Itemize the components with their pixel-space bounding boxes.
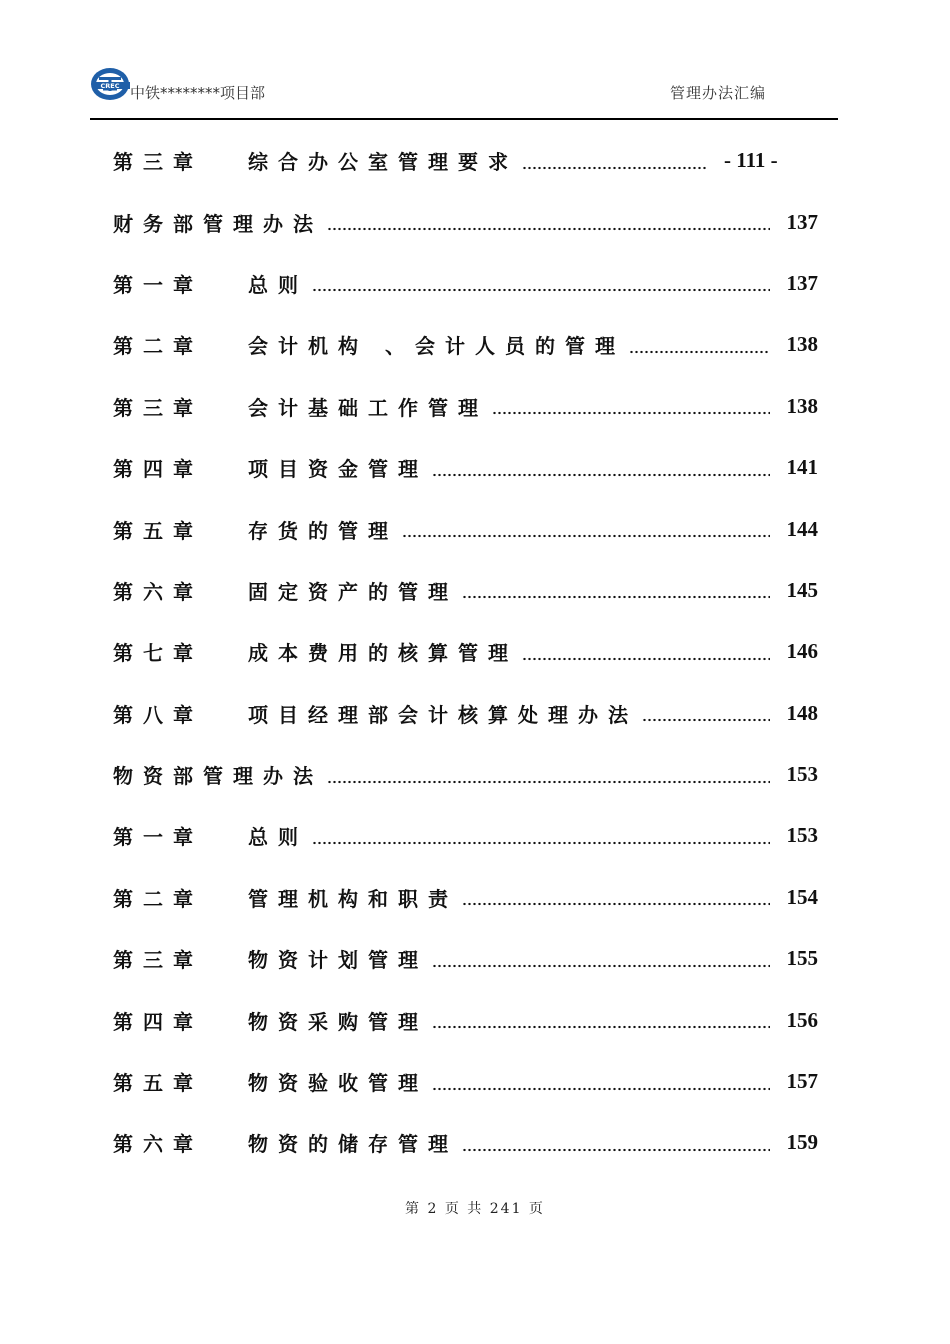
toc-entry-title: 物资部管理办法 xyxy=(113,764,323,789)
toc-entry-title: 综合办公室管理要求 xyxy=(248,150,518,175)
toc-page-number: 137 xyxy=(786,209,818,234)
dot-leader xyxy=(462,1133,770,1153)
toc-entry-title: 成本费用的核算管理 xyxy=(248,641,518,666)
toc-chapter-number: 第四章 xyxy=(113,457,203,482)
toc-entry[interactable] xyxy=(113,314,818,375)
toc-page-number: 153 xyxy=(786,762,818,787)
toc-entry[interactable] xyxy=(113,437,818,498)
toc-page-number: - 111 - xyxy=(724,148,778,173)
toc-entry[interactable] xyxy=(113,1051,818,1112)
dot-leader xyxy=(432,458,770,478)
toc-entry[interactable] xyxy=(113,253,818,314)
toc-page-number: 159 xyxy=(786,1130,818,1155)
dot-leader xyxy=(492,396,770,416)
dot-leader xyxy=(462,580,770,600)
toc-page-number: 146 xyxy=(786,639,818,664)
toc-chapter-number: 第三章 xyxy=(113,150,203,175)
toc-chapter-number: 第六章 xyxy=(113,579,203,604)
dot-leader xyxy=(432,1010,770,1030)
dot-leader xyxy=(522,151,706,171)
dot-leader xyxy=(312,826,770,846)
toc-entry[interactable] xyxy=(113,560,818,621)
toc-entry[interactable] xyxy=(113,683,818,744)
organization-name: 中铁********项目部 xyxy=(130,84,266,102)
toc-entry-title: 项目资金管理 xyxy=(248,457,428,482)
toc-entry[interactable] xyxy=(113,744,818,805)
toc-page-number: 138 xyxy=(786,393,818,418)
toc-chapter-number: 第一章 xyxy=(113,272,203,297)
dot-leader xyxy=(432,949,770,969)
toc-entry-title: 会计机构 、会计人员的管理 xyxy=(248,334,625,359)
toc-page-number: 144 xyxy=(786,516,818,541)
toc-chapter-number: 第二章 xyxy=(113,886,203,911)
dot-leader xyxy=(629,335,770,355)
toc-chapter-number: 第七章 xyxy=(113,641,203,666)
toc-chapter-number: 第二章 xyxy=(113,334,203,359)
toc-entry-title: 总则 xyxy=(248,825,308,850)
toc-page-number: 145 xyxy=(786,577,818,602)
toc-page-number: 156 xyxy=(786,1007,818,1032)
document-title: 管理办法汇编 xyxy=(669,84,766,102)
toc-page-number: 141 xyxy=(786,455,818,480)
toc-entry-title: 总则 xyxy=(248,272,308,297)
dot-leader xyxy=(312,273,770,293)
toc-entry-title: 物资验收管理 xyxy=(248,1071,428,1096)
toc-entry[interactable] xyxy=(113,621,818,682)
header-divider xyxy=(90,118,838,120)
toc-entry-title: 固定资产的管理 xyxy=(248,579,458,604)
crec-logo-icon xyxy=(90,66,132,102)
toc-page-number: 154 xyxy=(786,884,818,909)
toc-entry-title: 财务部管理办法 xyxy=(113,211,323,236)
toc-entry[interactable] xyxy=(113,928,818,989)
toc-entry[interactable] xyxy=(113,376,818,437)
toc-chapter-number: 第四章 xyxy=(113,1009,203,1034)
page-header xyxy=(90,64,838,120)
table-of-contents xyxy=(113,130,818,1174)
toc-entry[interactable] xyxy=(113,498,818,559)
dot-leader xyxy=(432,1072,770,1092)
toc-entry[interactable] xyxy=(113,130,818,191)
toc-entry[interactable] xyxy=(113,989,818,1050)
toc-chapter-number: 第六章 xyxy=(113,1132,203,1157)
toc-entry-title: 物资采购管理 xyxy=(248,1009,428,1034)
page-number-footer: 第 2 页 共 241 页 xyxy=(405,1201,545,1217)
toc-entry[interactable] xyxy=(113,805,818,866)
toc-entry-title: 会计基础工作管理 xyxy=(248,395,488,420)
toc-chapter-number: 第三章 xyxy=(113,948,203,973)
toc-chapter-number: 第一章 xyxy=(113,825,203,850)
toc-chapter-number: 第五章 xyxy=(113,518,203,543)
dot-leader xyxy=(462,887,770,907)
toc-entry[interactable] xyxy=(113,191,818,252)
toc-entry-title: 物资的储存管理 xyxy=(248,1132,458,1157)
toc-page-number: 153 xyxy=(786,823,818,848)
toc-page-number: 137 xyxy=(786,270,818,295)
toc-entry-title: 管理机构和职责 xyxy=(248,886,458,911)
dot-leader xyxy=(402,519,770,539)
toc-chapter-number: 第八章 xyxy=(113,702,203,727)
toc-entry-title: 存货的管理 xyxy=(248,518,398,543)
toc-page-number: 157 xyxy=(786,1069,818,1094)
toc-page-number: 148 xyxy=(786,700,818,725)
toc-chapter-number: 第五章 xyxy=(113,1071,203,1096)
toc-page-number: 138 xyxy=(786,332,818,357)
toc-entry-title: 项目经理部会计核算处理办法 xyxy=(248,702,638,727)
dot-leader xyxy=(327,212,770,232)
toc-page-number: 155 xyxy=(786,946,818,971)
toc-entry[interactable] xyxy=(113,867,818,928)
toc-entry[interactable] xyxy=(113,1112,818,1173)
svg-text:CREC: CREC xyxy=(100,82,120,90)
dot-leader xyxy=(522,642,770,662)
dot-leader xyxy=(327,765,770,785)
dot-leader xyxy=(642,703,770,723)
toc-chapter-number: 第三章 xyxy=(113,395,203,420)
toc-entry-title: 物资计划管理 xyxy=(248,948,428,973)
